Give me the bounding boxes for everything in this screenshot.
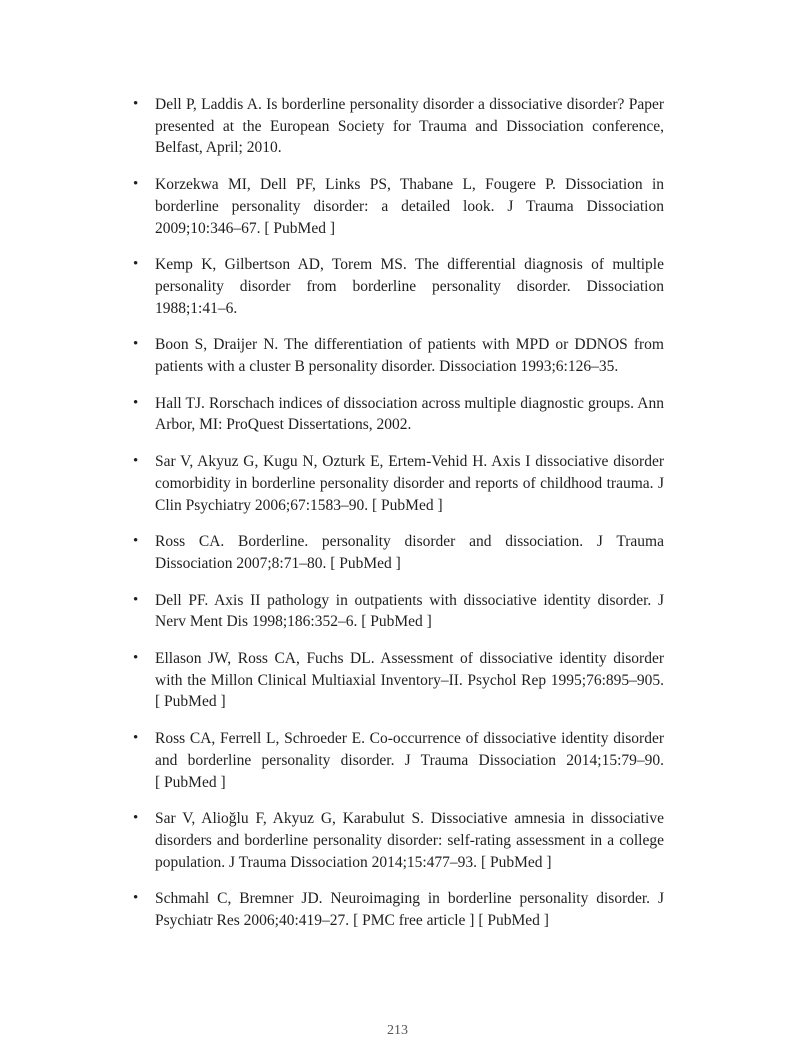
bullet-icon: •: [133, 890, 139, 907]
bullet-icon: •: [133, 176, 139, 193]
reference-item: [133, 94, 664, 159]
pubmed-link[interactable]: [ PubMed ]: [478, 912, 549, 930]
bullet-icon: •: [133, 394, 139, 411]
reference-list: [133, 94, 664, 947]
reference-text: Dell P, Laddis A. Is borderline personality disorder a dissociative disorder? Paper presented at the European Society for Trauma and Dissociation conference, Belfast, April; 2010.: [155, 96, 664, 157]
bullet-icon: •: [133, 453, 139, 470]
bullet-icon: •: [133, 96, 139, 112]
pubmed-link[interactable]: [ PubMed ]: [155, 693, 226, 711]
reference-text: Schmahl C, Bremner JD. Neuroimaging in borderline personality disorder. J Psychiatr Res 2006;40:419–27.: [155, 890, 664, 930]
pubmed-link[interactable]: [ PubMed ]: [330, 554, 401, 572]
reference-text: Ross CA, Ferrell L, Schroeder E. Co-occurrence of dissociative identity disorder and borderline personality disorder. J Trauma Dissociation 2014;15:79–90.: [155, 730, 664, 769]
reference-item: [133, 451, 664, 516]
pubmed-link[interactable]: [ PubMed ]: [372, 496, 443, 514]
reference-text: Ellason JW, Ross CA, Fuchs DL. Assessment of dissociative identity disorder with the Millon Clinical Multiaxial Inventory–II. Psychol Rep 1995;76:895–905.: [155, 650, 664, 689]
reference-item: [133, 728, 664, 793]
reference-text: Kemp K, Gilbertson AD, Torem MS. The differential diagnosis of multiple personality disorder from borderline personality disorder. Dissociation 1988;1:41–6.: [155, 256, 664, 317]
pubmed-link[interactable]: [ PubMed ]: [155, 773, 226, 791]
bullet-icon: •: [133, 650, 139, 667]
reference-item: [133, 808, 664, 873]
page-number: 213: [387, 1023, 408, 1038]
bullet-icon: •: [133, 730, 139, 747]
pmc-free-article-link[interactable]: [ PMC free article ]: [353, 912, 475, 930]
reference-item: [133, 590, 664, 633]
reference-text: Hall TJ. Rorschach indices of dissociation across multiple diagnostic groups. Ann Arbor, MI: ProQuest Dissertations, 2002.: [155, 394, 664, 434]
reference-item: [133, 334, 664, 377]
bullet-icon: •: [133, 336, 139, 353]
reference-item: [133, 174, 664, 239]
reference-item: [133, 393, 664, 436]
reference-text: Boon S, Draijer N. The differentiation of patients with MPD or DDNOS from patients with a cluster B personality disorder. Dissociation 1993;6:126–35.: [155, 336, 664, 376]
bullet-icon: •: [133, 256, 139, 273]
reference-item: [133, 254, 664, 319]
pubmed-link[interactable]: [ PubMed ]: [264, 219, 335, 237]
pubmed-link[interactable]: [ PubMed ]: [480, 853, 552, 871]
reference-text: Ross CA. Borderline. personality disorder and dissociation. J Trauma Dissociation 2007;8:71–80.: [155, 533, 664, 572]
reference-text: Dell PF. Axis II pathology in outpatients with dissociative identity disorder. J Nerv Ment Dis 1998;186:352–6.: [155, 591, 664, 631]
pubmed-link[interactable]: [ PubMed ]: [361, 613, 432, 631]
bullet-icon: •: [133, 591, 139, 608]
reference-item: [133, 888, 664, 931]
bullet-icon: •: [133, 810, 139, 827]
reference-item: [133, 531, 664, 574]
reference-item: [133, 648, 664, 713]
reference-text: Korzekwa MI, Dell PF, Links PS, Thabane L, Fougere P. Dissociation in borderline personality disorder: a detailed look. J Trauma Dissociation 2009;10:346–67.: [155, 176, 664, 237]
bullet-icon: •: [133, 533, 139, 550]
reference-text: Sar V, Akyuz G, Kugu N, Ozturk E, Ertem-Vehid H. Axis I dissociative disorder comorbidity in borderline personality disorder and reports of childhood trauma. J Clin Psychiatry 2006;67:1583–90.: [155, 453, 664, 514]
reference-text: Sar V, Alioğlu F, Akyuz G, Karabulut S. Dissociative amnesia in dissociative disorders and borderline personality disorder: self-rating assessment in a college population. J Trauma Dissociation 2014;15:477–93.: [155, 810, 664, 871]
